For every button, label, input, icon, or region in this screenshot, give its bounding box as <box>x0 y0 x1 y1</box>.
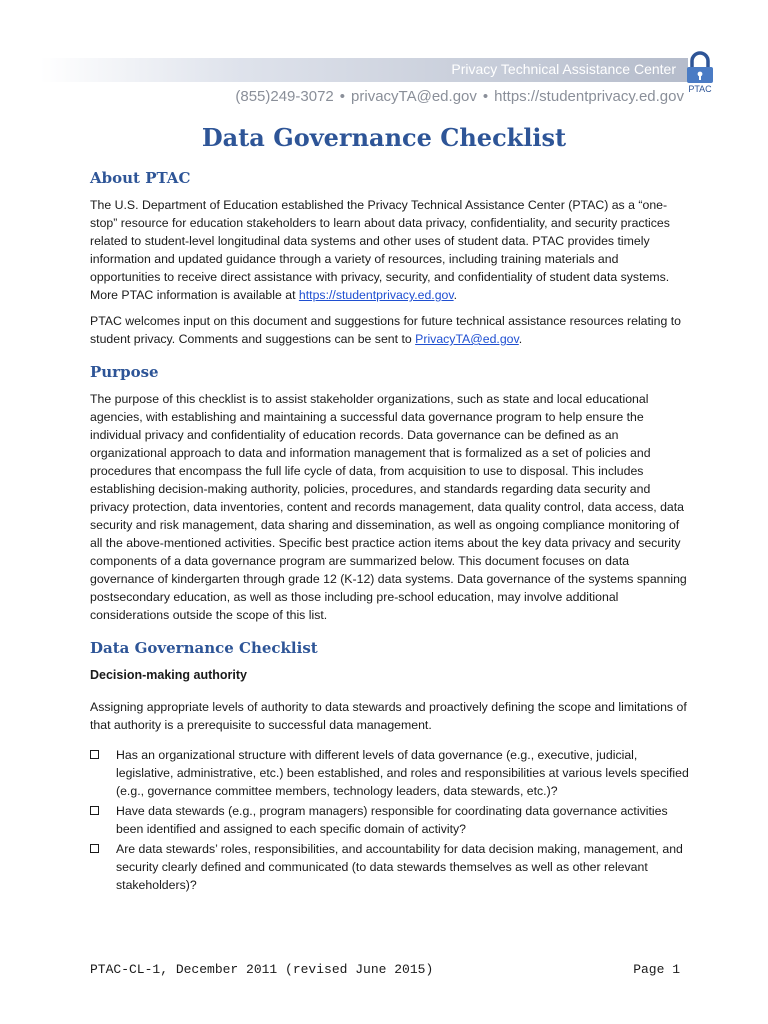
about-paragraph-2 <box>90 312 690 348</box>
about-p1-end: . <box>453 288 458 302</box>
checklist-item-text: Are data stewards’ roles, responsibilities, and accountability for data decision making, management, and security clearly defined and communicated (to data stewards themselves as well as other relevant stakeholders)? <box>116 842 683 892</box>
checklist-item <box>90 746 690 800</box>
footer-page-number: Page 1 <box>633 962 680 977</box>
document-title: Data Governance Checklist <box>201 123 567 152</box>
checklist-item-text: Has an organizational structure with different levels of data governance (e.g., executive, judicial, legislative, administrative, etc.) been established, and roles and responsibilities at various levels specified (e.g., governance committee members, technology leaders, data stewards, etc.)? <box>116 748 689 798</box>
footer-doc-id: PTAC-CL-1, December 2011 (revised June 2015) <box>90 962 434 977</box>
checklist-intro: Assigning appropriate levels of authority to data stewards and proactively defining the scope and limitations of that authority is a prerequisite to successful data management. <box>90 700 687 732</box>
header-banner <box>40 58 688 82</box>
purpose-heading: Purpose <box>90 363 159 381</box>
about-p2-text: PTAC welcomes input on this document and suggestions for future technical assistance resources relating to student privacy. Comments and suggestions can be sent to <box>90 314 682 346</box>
banner-title: Privacy Technical Assistance Center <box>451 61 676 77</box>
checkbox[interactable] <box>90 806 99 815</box>
checklist-item <box>90 840 690 894</box>
checkbox[interactable] <box>90 844 99 853</box>
ptac-lock-logo <box>682 48 718 94</box>
purpose-paragraph: The purpose of this checklist is to assist stakeholder organizations, such as state and local educational agencies, with establishing and maintaining a successful data governance program to help ensure the individual privacy and confidentiality of education records. Data governance can be defined as an organizational approach to data and information management that is formalized as a set of policies and procedures that encompass the full life cycle of data, from acquisition to use to disposal. This includes establishing decision-making authority, policies, procedures, and standards regarding data security and privacy protection, data inventories, content and records management, data quality control, data access, data security and risk management, data sharing and dissemination, as well as ongoing compliance monitoring of all the above-mentioned activities. Specific best practice action items about the key data privacy and security components of a data governance program are summarized below. This document focuses on data governance of kindergarten through grade 12 (K-12) data systems. Data governance of the systems spanning postsecondary education, as well as those including pre-school education, may involve additional considerations outside the scope of this list. <box>90 392 687 622</box>
privacyta-email-link[interactable]: PrivacyTA@ed.gov <box>415 332 519 346</box>
contact-website: https://studentprivacy.ed.gov <box>494 88 684 105</box>
about-heading: About PTAC <box>90 169 191 187</box>
checklist-items <box>90 746 690 894</box>
about-paragraph-1 <box>90 196 690 304</box>
contact-separator: • <box>482 88 489 105</box>
decision-making-subheading: Decision-making authority <box>90 668 247 682</box>
logo-text: PTAC <box>688 84 712 94</box>
document-body <box>90 164 690 896</box>
contact-line <box>235 88 684 105</box>
studentprivacy-link[interactable]: https://studentprivacy.ed.gov <box>298 288 454 302</box>
about-p1-text: The U.S. Department of Education established the Privacy Technical Assistance Center (PTAC) as a “one-stop” resource for education stakeholders to learn about data privacy, confidentiality, and security practices related to student-level longitudinal data systems and other uses of student data. PTAC provides timely information and updated guidance through a variety of resources, including training materials and opportunities to receive direct assistance with privacy, security, and confidentiality of student data systems. More PTAC information is available at <box>90 198 670 302</box>
checkbox[interactable] <box>90 750 99 759</box>
checklist-item-text: Have data stewards (e.g., program managers) responsible for coordinating data governance activities been identified and assigned to each specific domain of activity? <box>116 804 668 836</box>
checklist-item <box>90 802 690 838</box>
contact-separator: • <box>339 88 346 105</box>
contact-phone: (855)249-3072 <box>235 88 334 105</box>
contact-email: privacyTA@ed.gov <box>351 88 477 105</box>
checklist-heading: Data Governance Checklist <box>90 639 318 657</box>
about-p2-end: . <box>518 332 523 346</box>
